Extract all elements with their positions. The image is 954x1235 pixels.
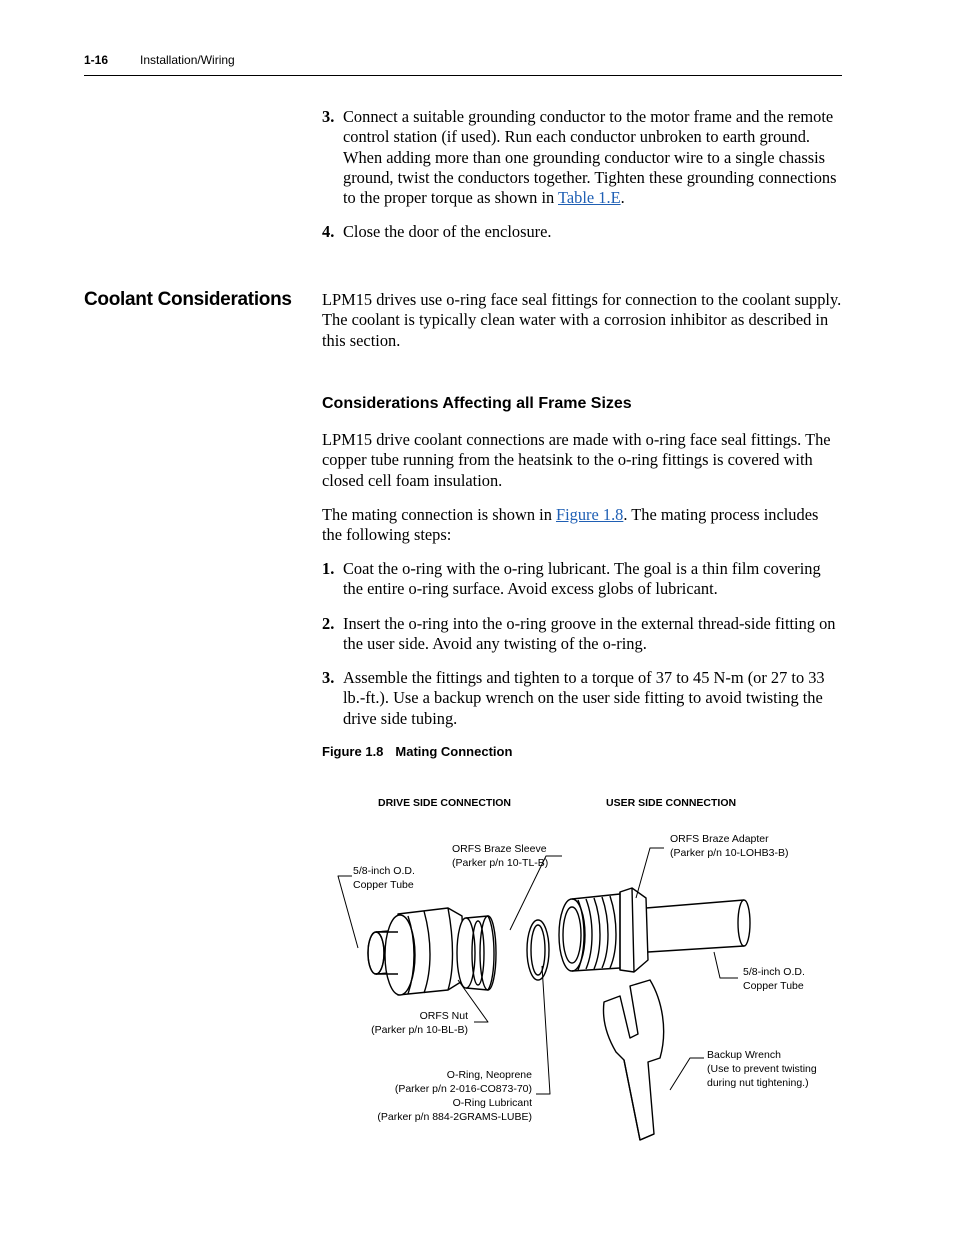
coolant-intro: LPM15 drives use o-ring face seal fittings for connection to the coolant supply. The coolant is typically clean water with a corrosion inhibitor as described in this section.	[322, 290, 842, 350]
coolant-paragraph-2: The mating connection is shown in Figure 1.8. The mating process includes the following steps:	[322, 505, 819, 545]
leader-backup-wrench	[670, 1058, 704, 1090]
mating-step-3	[322, 668, 842, 729]
step-number: 3.	[322, 107, 335, 126]
leader-braze-adapter	[636, 848, 664, 898]
step-number: 2.	[322, 614, 335, 633]
step-text: Insert the o-ring into the o-ring groove in the external thread-side fitting on the user side. Avoid any twisting of the o-ring.	[343, 614, 836, 654]
figure-caption	[322, 744, 512, 759]
orfs-braze-adapter	[559, 888, 750, 972]
mating-step-2	[322, 614, 842, 655]
step-text: Coat the o-ring with the o-ring lubricant. The goal is a thin film covering the entire o-ring surface. Avoid excess globs of lubricant.	[343, 559, 821, 599]
mating-step-1	[322, 559, 842, 600]
callout-backup-wrench: Backup Wrench (Use to prevent twisting during nut tightening.)	[707, 1049, 817, 1089]
callout-braze-sleeve: ORFS Braze Sleeve (Parker p/n 10-TL-B)	[452, 843, 549, 869]
callout-orfs-nut: ORFS Nut (Parker p/n 10-BL-B)	[371, 1010, 468, 1036]
user-side-title: USER SIDE CONNECTION	[606, 797, 737, 809]
header-rule	[84, 75, 842, 76]
section-heading: Coolant Considerations	[84, 289, 292, 310]
figure-1-8-link[interactable]: Figure 1.8	[555, 505, 624, 524]
backup-wrench	[604, 980, 664, 1140]
grounding-step-3	[322, 107, 842, 208]
o-ring	[527, 920, 549, 980]
section-title: Installation/Wiring	[140, 53, 235, 67]
mating-connection-figure	[320, 790, 840, 1150]
callout-copper-tube-left: 5/8-inch O.D. Copper Tube	[353, 865, 415, 891]
step-number: 4.	[322, 222, 335, 241]
table-1e-link[interactable]: Table 1.E	[558, 188, 621, 208]
callout-o-ring: O-Ring, Neoprene (Parker p/n 2-016-CO873-70) O-Ring Lubricant (Parker p/n 884-2GRAMS-LUBE)	[377, 1069, 532, 1123]
step-text: Assemble the fittings and tighten to a torque of 37 to 45 N-m (or 27 to 33 lb.-ft.). Use a backup wrench on the user side fitting to avoid twisting the drive side tubing.	[343, 668, 825, 728]
step-number: 1.	[322, 559, 335, 578]
subsection-heading: Considerations Affecting all Frame Sizes	[322, 395, 632, 412]
leader-o-ring	[536, 966, 550, 1094]
figure-label: Figure 1.8	[322, 744, 384, 759]
page-number: 1-16	[84, 53, 109, 67]
leader-copper-tube-right	[714, 952, 738, 978]
drive-side-title: DRIVE SIDE CONNECTION	[378, 797, 512, 809]
callout-copper-tube-right: 5/8-inch O.D. Copper Tube	[743, 966, 805, 992]
grounding-step-4	[322, 222, 842, 242]
step-number: 3.	[322, 668, 335, 687]
figure-title: Mating Connection	[395, 744, 513, 759]
step-text: Connect a suitable grounding conductor to the motor frame and the remote control station (if used). Run each conductor unbroken to earth ground. When adding more than one grounding conductor wire to a single chassis ground, twist the conductors together. Tighten these grounding connections to the proper torque as shown in Table 1.E.	[343, 107, 837, 208]
coolant-paragraph-1: LPM15 drive coolant connections are made with o-ring face seal fittings. The copper tube running from the heatsink to the o-ring fittings is covered with closed cell foam insulation.	[322, 430, 831, 490]
step-text: Close the door of the enclosure.	[343, 222, 552, 241]
callout-braze-adapter: ORFS Braze Adapter (Parker p/n 10-LOHB3-B)	[670, 833, 789, 859]
orfs-braze-sleeve	[457, 916, 496, 990]
